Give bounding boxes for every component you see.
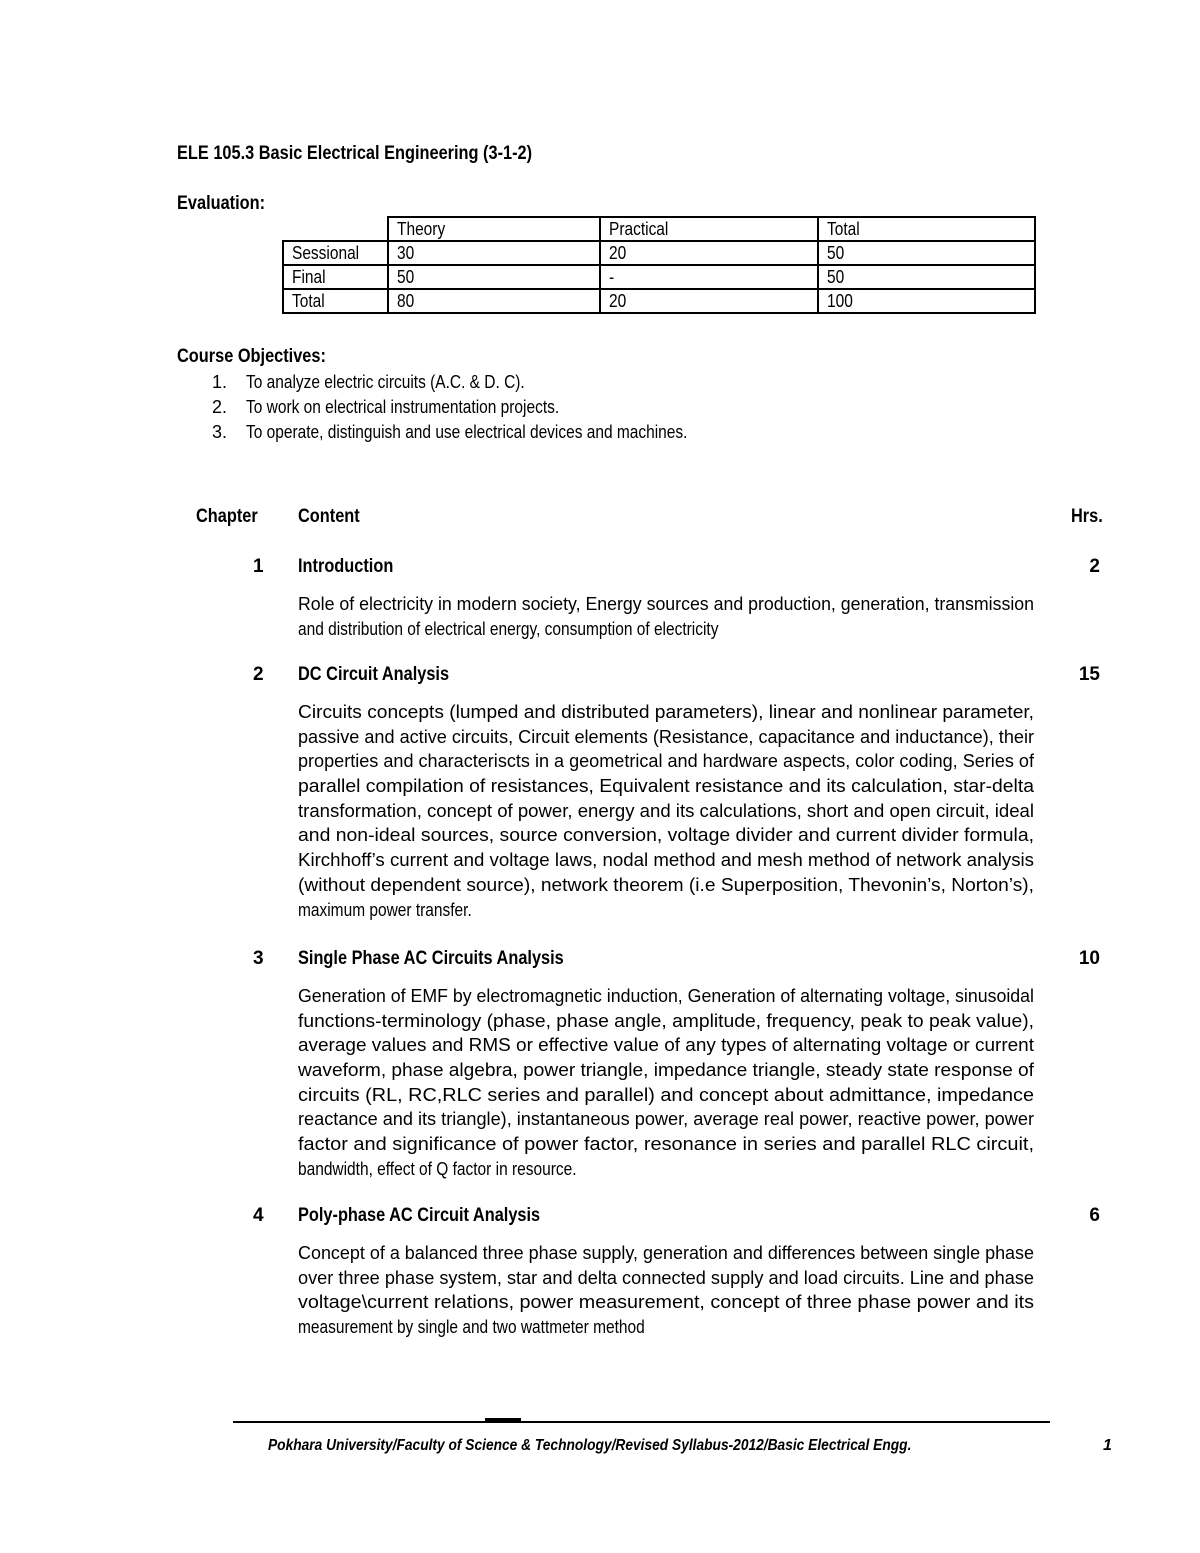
description-line: functions-terminology (phase, phase angle, amplitude, frequency, peak to peak value), xyxy=(298,1010,1034,1031)
cell-practical: - xyxy=(600,265,818,289)
description-line: reactance and its triangle), instantaneous power, average real power, reactive power, power xyxy=(298,1109,1034,1130)
document-title: ELE 105.3 Basic Electrical Engineering (3-1-2) xyxy=(177,143,533,164)
description-line: over three phase system, star and delta connected supply and load circuits. Line and phase xyxy=(298,1267,1034,1288)
description-line: Role of electricity in modern society, Energy sources and production, generation, transmission xyxy=(298,594,1034,614)
column-header-practical: Practical xyxy=(600,217,818,241)
cell-total: 100 xyxy=(818,289,1035,313)
chapter-column-header: Chapter xyxy=(196,506,258,527)
chapter-number: 3 xyxy=(253,948,264,969)
chapter-number: 4 xyxy=(253,1205,264,1226)
cell-theory: 50 xyxy=(388,265,600,289)
description-line: factor and significance of power factor, resonance in series and parallel RLC circuit, xyxy=(298,1134,1034,1155)
chapter-description xyxy=(298,700,1034,922)
row-label: Total xyxy=(283,289,388,313)
chapter-description xyxy=(298,1241,1034,1340)
cell-total: 50 xyxy=(818,241,1035,265)
description-line: Generation of EMF by electromagnetic induction, Generation of alternating voltage, sinusoidal xyxy=(298,986,1034,1006)
description-line: Kirchhoff’s current and voltage laws, nodal method and mesh method of network analysis xyxy=(298,850,1034,871)
table-row xyxy=(283,265,1035,289)
chapter-number: 2 xyxy=(253,664,264,685)
row-label: Sessional xyxy=(283,241,388,265)
cell-practical: 20 xyxy=(600,289,818,313)
objectives-heading: Course Objectives: xyxy=(177,346,326,367)
cell-theory: 30 xyxy=(388,241,600,265)
description-line: voltage\current relations, power measurement, concept of three phase power and its xyxy=(298,1292,1034,1313)
chapter-hours: 6 xyxy=(1089,1205,1100,1226)
column-header-theory: Theory xyxy=(388,217,600,241)
content-column-header: Content xyxy=(298,506,360,527)
description-line: measurement by single and two wattmeter method xyxy=(298,1317,645,1338)
description-line: waveform, phase algebra, power triangle, impedance triangle, steady state response of xyxy=(298,1060,1034,1081)
chapter-title: DC Circuit Analysis xyxy=(298,664,450,685)
evaluation-table xyxy=(282,216,1036,314)
description-line: bandwidth, effect of Q factor in resource. xyxy=(298,1158,577,1179)
chapter-description xyxy=(298,984,1034,1182)
description-line: circuits (RL, RC,RLC series and parallel) and concept about admittance, impedance xyxy=(298,1084,1034,1105)
description-line: maximum power transfer. xyxy=(298,899,472,920)
description-line: (without dependent source), network theorem (i.e Superposition, Thevonin’s, Norton’s), xyxy=(298,874,1034,895)
description-line: and distribution of electrical energy, consumption of electricity xyxy=(298,618,719,639)
chapter-title: Poly-phase AC Circuit Analysis xyxy=(298,1205,541,1226)
list-item: 2. To work on electrical instrumentation projects. xyxy=(212,397,560,417)
description-line: properties and characteriscts in a geometrical and hardware aspects, color coding, Series of xyxy=(298,751,1034,772)
cell-practical: 20 xyxy=(600,241,818,265)
table-row xyxy=(283,241,1035,265)
description-line: and non-ideal sources, source conversion, voltage divider and current divider formula, xyxy=(298,825,1034,846)
list-item: 1. To analyze electric circuits (A.C. & D. C). xyxy=(212,372,525,392)
column-header-total: Total xyxy=(818,217,1035,241)
table-header-row xyxy=(283,217,1035,241)
footer-text: Pokhara University/Faculty of Science & Technology/Revised Syllabus-2012/Basic Electrical Engg. xyxy=(268,1437,912,1454)
objectives-list xyxy=(212,370,759,445)
cell-theory: 80 xyxy=(388,289,600,313)
page-number: 1 xyxy=(1103,1437,1112,1454)
chapter-description xyxy=(298,592,1034,641)
chapter-hours: 15 xyxy=(1078,664,1100,685)
chapter-hours: 2 xyxy=(1089,556,1100,577)
description-line: Concept of a balanced three phase supply, generation and differences between single phase xyxy=(298,1243,1034,1263)
list-item: 3. To operate, distinguish and use electrical devices and machines. xyxy=(212,422,688,442)
chapter-hours: 10 xyxy=(1078,948,1100,969)
description-line: average values and RMS or effective value of any types of alternating voltage or current xyxy=(298,1035,1034,1056)
chapter-title: Single Phase AC Circuits Analysis xyxy=(298,948,564,969)
table-corner-cell xyxy=(283,217,388,241)
description-line: Circuits concepts (lumped and distributed parameters), linear and nonlinear parameter, xyxy=(298,702,1034,722)
footer-divider xyxy=(233,1421,1050,1423)
chapter-title: Introduction xyxy=(298,556,394,577)
description-line: passive and active circuits, Circuit elements (Resistance, capacitance and inductance), their xyxy=(298,726,1034,747)
evaluation-heading: Evaluation: xyxy=(177,193,266,214)
cell-total: 50 xyxy=(818,265,1035,289)
table-row xyxy=(283,289,1035,313)
description-line: transformation, concept of power, energy and its calculations, short and open circuit, ideal xyxy=(298,800,1034,821)
description-line: parallel compilation of resistances, Equivalent resistance and its calculation, star-delta xyxy=(298,776,1034,797)
chapter-number: 1 xyxy=(253,556,264,577)
row-label: Final xyxy=(283,265,388,289)
hours-column-header: Hrs. xyxy=(1071,506,1103,527)
